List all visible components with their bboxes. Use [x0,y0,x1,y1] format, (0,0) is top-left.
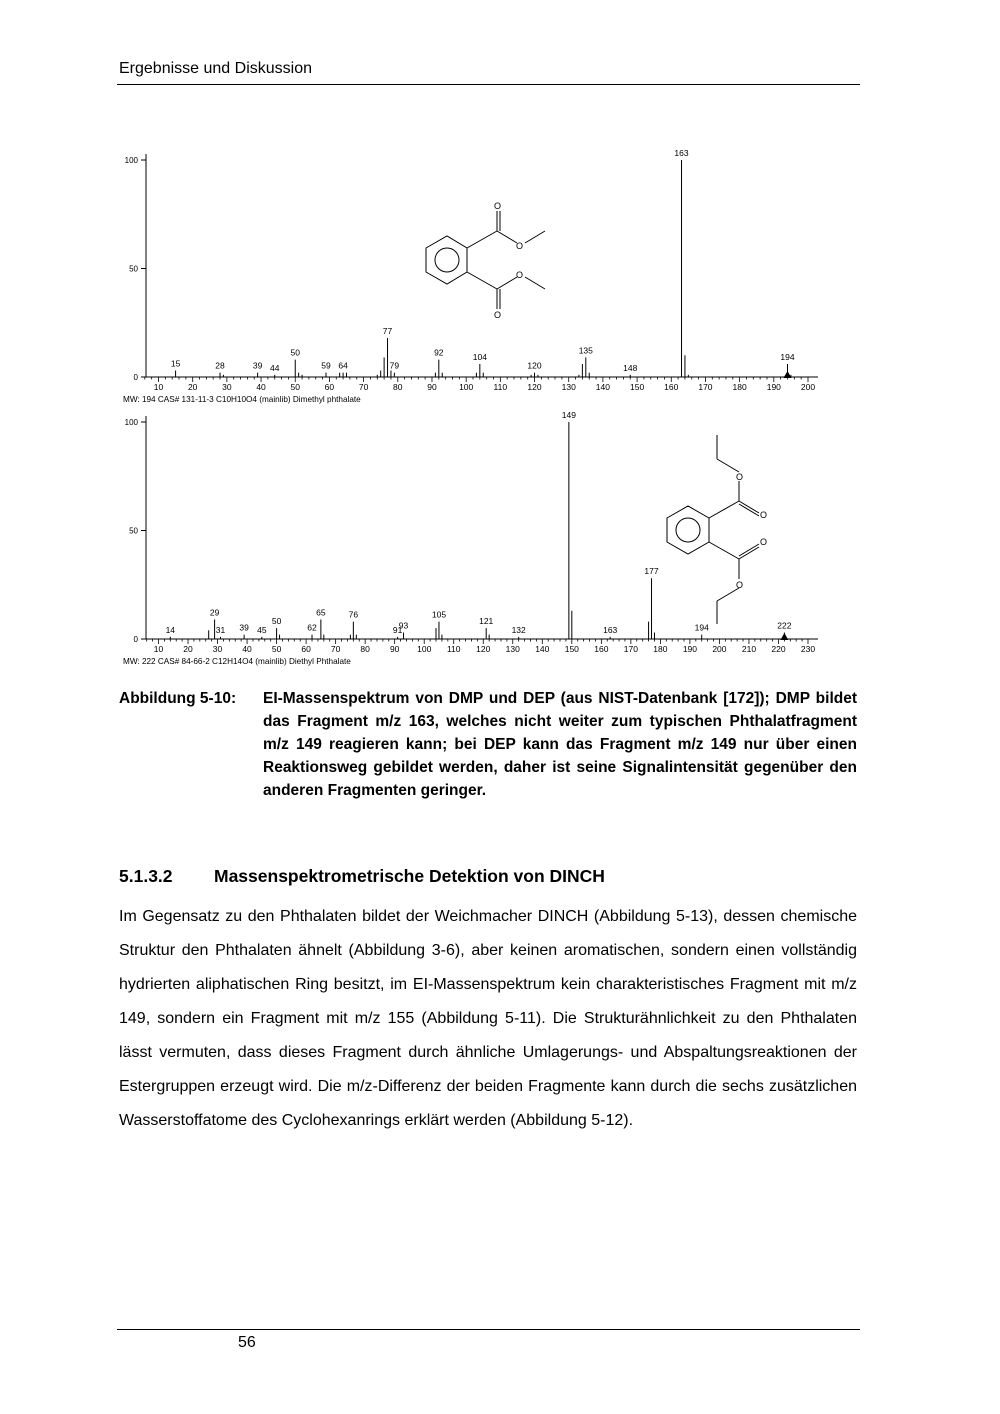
dep-x-tick-label: 130 [505,644,520,654]
dmp-aromatic-circle [435,248,459,272]
dmp-peak-label: 59 [321,360,331,371]
dep-x-tick-label: 50 [271,644,282,654]
dep-bond [739,504,759,516]
dmp-x-tick-label: 200 [800,382,816,392]
dmp-x-tick-label: 50 [290,382,300,392]
dep-x-tick-label: 40 [242,644,252,654]
dmp-x-tick-label: 130 [561,382,576,392]
dep-y-tick-label: 50 [129,526,138,536]
dep-x-tick-label: 160 [594,644,609,654]
dep-peak-label: 45 [257,624,267,635]
dmp-peak-label: 79 [389,360,400,371]
dep-oxygen-label: O [760,510,768,520]
dmp-structure-drawing [426,211,545,309]
page-number: 56 [238,1334,256,1351]
dep-x-tick-label: 10 [153,644,164,654]
dmp-x-tick-label: 190 [766,382,781,392]
dmp-peak-label: 15 [170,358,181,369]
dmp-x-tick-label: 10 [153,382,164,392]
dmp-bond [525,277,545,289]
dep-x-tick-label: 220 [771,644,786,654]
section-title: Massenspektrometrische Detektion von DINCH [214,866,605,886]
dmp-bond [467,231,497,248]
dmp-y-tick-label: 50 [129,264,138,274]
dep-molecular-ion-marker [780,633,788,640]
dep-oxygen-label: O [736,472,744,482]
dmp-x-tick-label: 60 [324,382,335,392]
dep-x-tick-label: 150 [564,644,579,654]
dmp-oxygen-label: O [516,241,524,251]
dmp-spectrum-info: MW: 194 CAS# 131-11-3 C10H10O4 (mainlib) Dimethyl phthalate [123,395,361,404]
dep-x-tick-label: 30 [212,644,223,654]
dmp-x-tick-label: 30 [222,382,232,392]
dep-bond [709,542,739,559]
dmp-peak-label: 135 [578,345,593,356]
dep-x-tick-label: 90 [389,644,400,654]
body-paragraph: Im Gegensatz zu den Phthalaten bildet der Weichmacher DINCH (Abbildung 5-13), dessen chemische Struktur den Phthalaten ähnelt (Abbildung 3-6), aber keinen aromatischen, sondern einen vollständig hydrierten aliphatischen Ring besitzt, im EI-Massenspektrum kein charakteristisches Fragment mit m/z 149, sondern ein Fragment mit m/z 155 (Abbildung 5-11). Die Strukturähnlichkeit zu den Phthalaten lässt vermuten, dass dieses Fragment durch ähnliche Umlagerungs- und Abspaltungsreaktionen der Estergruppen erzeugt wird. Die m/z-Differenz der beiden Fragmente kann durch die sechs zusätzlichen Wasserstoffatome des Cyclohexanrings erklärt werden (Abbildung 5-12). [119,908,857,1129]
dmp-y-tick-label: 100 [124,156,138,165]
dmp-x-tick-label: 140 [595,382,610,392]
dep-peak-label: 93 [398,620,409,631]
dep-peak-label: 76 [348,609,359,620]
figure-caption-label: Abbildung 5-10: [119,690,237,707]
dmp-x-tick-label: 20 [187,382,198,392]
dmp-oxygen-label: O [516,270,524,280]
dmp-x-tick-label: 100 [459,382,474,392]
dep-peak-label: 121 [479,616,494,627]
section-number: 5.1.3.2 [119,866,173,886]
dmp-y-tick-label: 0 [133,373,138,382]
figure-caption-text: EI-Massenspektrum von DMP und DEP (aus NIST-Datenbank [172]); DMP bildet das Fragment m/z 163, welches nicht weiter zum typischen Phthalatfragment m/z 149 reagieren kann; bei DEP kann das Fragment m/z 149 nur über einen Reaktionsweg gebildet werden, daher ist seine Signalintensität gegenüber den anderen Fragmenten geringer. [263,690,857,799]
dep-benzene-ring [667,506,709,554]
dmp-peak-label: 120 [527,360,542,371]
dep-x-tick-label: 110 [446,644,461,654]
mass-spectra-figure [0,0,1000,680]
dep-peak-label: 62 [307,622,317,633]
dmp-peak-label: 148 [623,362,638,373]
dep-x-tick-label: 200 [712,644,727,654]
dmp-bond [467,272,497,289]
dep-oxygen-label: O [736,580,744,590]
dep-bond [709,501,739,518]
dep-x-tick-label: 170 [623,644,638,654]
dep-aromatic-circle [676,518,700,542]
dep-peak-label: 149 [561,410,576,420]
page-header-title: Ergebnisse und Diskussion [119,60,312,77]
dep-peak-label: 132 [511,624,526,635]
dep-peak-label: 31 [215,624,226,635]
dep-x-tick-label: 80 [360,644,370,654]
dep-y-tick-label: 0 [133,635,138,644]
dep-peak-label: 177 [644,566,659,577]
footer-rule [117,1329,860,1330]
dmp-x-tick-label: 120 [527,382,542,392]
dep-x-tick-label: 100 [417,644,432,654]
dmp-x-tick-label: 180 [732,382,747,392]
dmp-bond [497,277,517,289]
dmp-x-tick-label: 150 [629,382,645,392]
dep-peak-label: 163 [603,624,618,635]
dmp-x-tick-label: 40 [256,382,266,392]
dmp-peak-label: 50 [290,347,300,358]
dmp-peak-label: 28 [215,360,225,371]
dmp-x-tick-label: 80 [393,382,403,392]
dep-x-tick-label: 120 [476,644,491,654]
dmp-peak-label: 64 [338,360,348,371]
dep-peak-label: 222 [777,620,792,631]
dep-peak-label: 14 [165,624,176,635]
dep-bond [739,547,759,559]
dmp-bond [525,231,545,243]
dep-y-tick-label: 100 [124,418,138,427]
dep-x-tick-label: 190 [682,644,698,654]
dep-x-tick-label: 20 [183,644,193,654]
dmp-peak-label: 104 [472,351,487,362]
dmp-peak-label: 44 [269,362,280,373]
dep-x-tick-label: 70 [330,644,341,654]
dep-peak-label: 105 [431,609,447,620]
dmp-oxygen-label: O [494,201,502,211]
dep-peak-label: 194 [694,622,709,633]
dep-x-tick-label: 180 [653,644,668,654]
dmp-bond [497,231,517,243]
dmp-peak-label: 39 [252,360,263,371]
dep-x-tick-label: 210 [741,644,757,654]
dmp-peak-label: 77 [382,325,393,336]
dep-peak-label: 91 [392,624,403,635]
dep-x-tick-label: 60 [301,644,311,654]
dmp-peak-label: 163 [674,148,689,158]
dmp-x-tick-label: 90 [427,382,437,392]
dep-x-tick-label: 230 [800,644,816,654]
dmp-molecular-ion-marker [783,371,791,378]
dmp-x-tick-label: 110 [493,382,508,392]
dmp-peak-label: 194 [780,351,795,362]
dep-structure-drawing [667,435,759,624]
dep-peak-label: 65 [316,607,326,618]
dep-peak-label: 50 [271,616,282,627]
dmp-peak-label: 92 [434,347,444,358]
dep-bond [739,501,759,513]
dep-spectrum-info: MW: 222 CAS# 84-66-2 C12H14O4 (mainlib) Diethyl Phthalate [123,657,351,666]
dep-bond [739,544,759,556]
dep-oxygen-label: O [760,537,768,547]
dmp-x-tick-label: 160 [664,382,679,392]
dep-peak-label: 29 [209,607,220,618]
dmp-x-tick-label: 170 [698,382,713,392]
dmp-oxygen-label: O [494,310,502,320]
dmp-x-tick-label: 70 [358,382,369,392]
dep-peak-label: 39 [239,622,249,633]
dmp-benzene-ring [426,236,467,284]
dep-bond [717,459,739,472]
dep-x-tick-label: 140 [535,644,550,654]
